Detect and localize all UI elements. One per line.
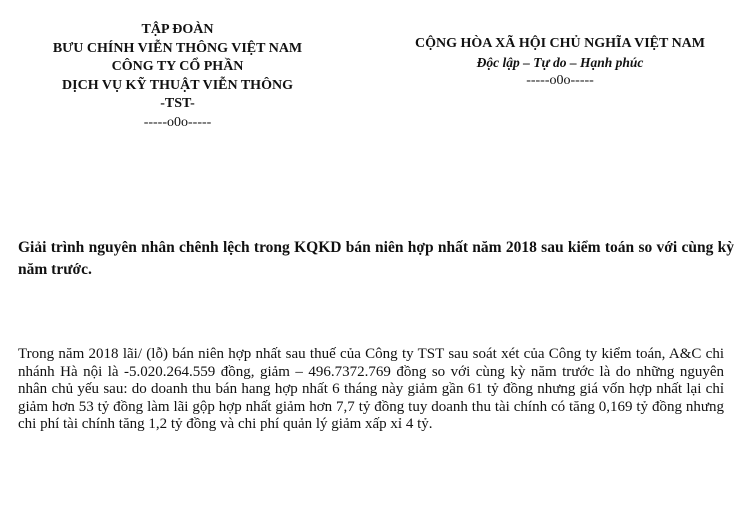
company-header-separator: -----o0o----- <box>143 114 212 130</box>
company-short-name: -TST- <box>160 96 195 111</box>
national-title: CỘNG HÒA XÃ HỘI CHỦ NGHĨA VIỆT NAM <box>414 36 705 51</box>
national-motto-header <box>380 35 740 91</box>
company-header-line-3: CÔNG TY CỔ PHẦN <box>111 59 244 74</box>
national-header-separator: -----o0o----- <box>526 73 594 88</box>
company-header-line-2: BƯU CHÍNH VIỄN THÔNG VIỆT NAM <box>52 40 303 56</box>
company-header-line-4: DỊCH VỤ KỸ THUẬT VIỄN THÔNG <box>62 77 293 93</box>
document-title: Giải trình nguyên nhân chênh lệch trong KQKD bán niên hợp nhất năm 2018 sau kiểm toán so với cùng kỳ năm trước. <box>18 239 734 278</box>
company-header-line-1: TẬP ĐOÀN <box>141 22 214 37</box>
national-motto: Độc lập – Tự do – Hạnh phúc <box>476 54 644 70</box>
document-body-paragraph: Trong năm 2018 lãi/ (lỗ) bán niên hợp nhất sau thuế của Công ty TST sau soát xét của Công ty kiểm toán, A&C chi nhánh Hà nội là -5.020.264.559 đồng, giảm – 496.7372.769 đồng so với cùng kỳ năm trước là do những nguyên nhân chủ yếu sau: do doanh thu bán hang hợp nhất 6 tháng này giảm gần 61 tỷ đồng nhưng giá vốn hợp nhất lại chỉ giảm hơn 53 tỷ đồng làm lãi gộp hợp nhất giảm hơn 7,7 tỷ đồng tuy doanh thu tài chính có tăng 0,169 tỷ đồng nhưng chi phí tài chính tăng 1,2 tỷ đồng và chi phí quản lý giảm xấp xỉ 4 tỷ. <box>18 346 724 433</box>
company-header <box>5 21 350 132</box>
